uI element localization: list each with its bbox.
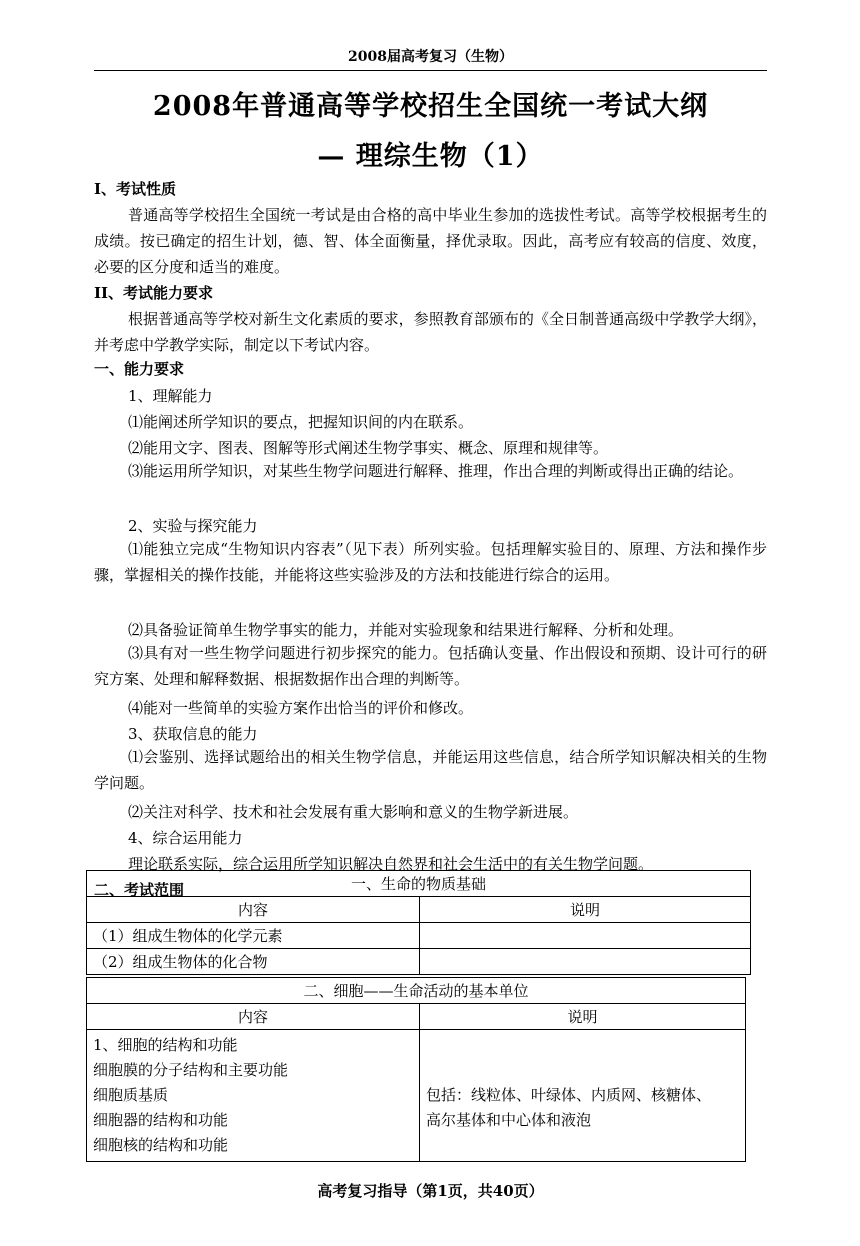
table1-row-compounds-note — [420, 949, 751, 975]
table2-content-cell — [87, 1030, 420, 1162]
table2-line-cell-structure: 1、细胞的结构和功能 — [93, 1036, 238, 1054]
item-1-1: ⑴能阐述所学知识的要点，把握知识间的内在联系。 — [128, 413, 474, 431]
section-heading-requirements: 一、能力要求 — [94, 360, 185, 378]
item-heading-experiment: 2、实验与探究能力 — [128, 517, 258, 535]
item-3-1: ⑴会鉴别、选择试题给出的相关生物学信息，并能运用这些信息，结合所学知识解决相关的生物学问题。 — [94, 748, 767, 792]
header-rule — [94, 70, 767, 71]
document-title: 2008年普通高等学校招生全国统一考试大纲 — [152, 91, 709, 122]
scope-table-2 — [86, 977, 746, 1162]
paragraph-ability: 根据普通高等学校对新生文化素质的要求，参照教育部颁布的《全日制普通高级中学教学大纲》，并考虑中学教学实际，制定以下考试内容。 — [94, 310, 767, 354]
table2-line-organelles: 细胞器的结构和功能 — [93, 1111, 229, 1129]
table2-col-content: 内容 — [87, 1004, 420, 1030]
paragraph-exam-nature: 普通高等学校招生全国统一考试是由合格的高中毕业生参加的选拔性考试。高等学校根据考生的成绩。按已确定的招生计划，德、智、体全面衡量，择优录取。因此，高考应有较高的信度、效度，必要的区分度和适当的难度。 — [94, 206, 767, 276]
table2-line-cytoplasm: 细胞质基质 — [93, 1086, 169, 1104]
item-2-2: ⑵具备验证简单生物学事实的能力，并能对实验现象和结果进行解释、分析和处理。 — [128, 621, 684, 639]
scope-table-1 — [86, 870, 751, 975]
item-heading-comprehensive: 4、综合运用能力 — [128, 829, 243, 847]
table1-row-elements-note — [420, 923, 751, 949]
table1-col-content: 内容 — [87, 897, 420, 923]
item-4-1: 理论联系实际，综合运用所学知识解决自然界和社会生活中的有关生物学问题。 — [128, 855, 654, 873]
table1-title: 一、生命的物质基础 — [87, 871, 751, 897]
table2-title: 二、细胞——生命活动的基本单位 — [87, 978, 746, 1004]
table2-line-nucleus: 细胞核的结构和功能 — [93, 1136, 229, 1154]
table1-row-elements: （1）组成生物体的化学元素 — [87, 923, 420, 949]
table2-note-line-1: 包括：线粒体、叶绿体、内质网、核糖体、 — [426, 1086, 712, 1104]
table1-col-note: 说明 — [420, 897, 751, 923]
section-heading-exam-nature: I、考试性质 — [94, 180, 177, 198]
item-1-2: ⑵能用文字、图表、图解等形式阐述生物学事实、概念、原理和规律等。 — [128, 439, 609, 457]
table2-note-line-2: 高尔基体和中心体和液泡 — [426, 1111, 592, 1129]
item-heading-information: 3、获取信息的能力 — [128, 725, 258, 743]
table1-row-compounds: （2）组成生物体的化合物 — [87, 949, 420, 975]
item-heading-understanding: 1、理解能力 — [128, 387, 213, 405]
item-2-1: ⑴能独立完成“生物知识内容表”（见下表）所列实验。包括理解实验目的、原理、方法和操作步骤，掌握相关的操作技能，并能将这些实验涉及的方法和技能进行综合的运用。 — [94, 540, 767, 584]
running-header: 2008届高考复习（生物） — [348, 49, 513, 65]
table2-col-note: 说明 — [420, 1004, 746, 1030]
section-heading-scope: 二、考试范围 — [94, 881, 185, 899]
item-2-4: ⑷能对一些简单的实验方案作出恰当的评价和修改。 — [128, 699, 474, 717]
table2-note-cell — [420, 1030, 746, 1162]
item-2-3: ⑶具有对一些生物学问题进行初步探究的能力。包括确认变量、作出假设和预期、设计可行的研究方案、处理和解释数据、根据数据作出合理的判断等。 — [94, 644, 767, 688]
item-3-2: ⑵关注对科学、技术和社会发展有重大影响和意义的生物学新进展。 — [128, 803, 579, 821]
page-footer: 高考复习指导（第1页，共40页） — [317, 1182, 544, 1200]
document-subtitle: — 理综生物（1） — [317, 141, 544, 172]
table2-line-membrane: 细胞膜的分子结构和主要功能 — [93, 1061, 289, 1079]
section-heading-ability: II、考试能力要求 — [94, 284, 214, 302]
item-1-3: ⑶能运用所学知识，对某些生物学问题进行解释、推理，作出合理的判断或得出正确的结论。 — [128, 462, 744, 480]
